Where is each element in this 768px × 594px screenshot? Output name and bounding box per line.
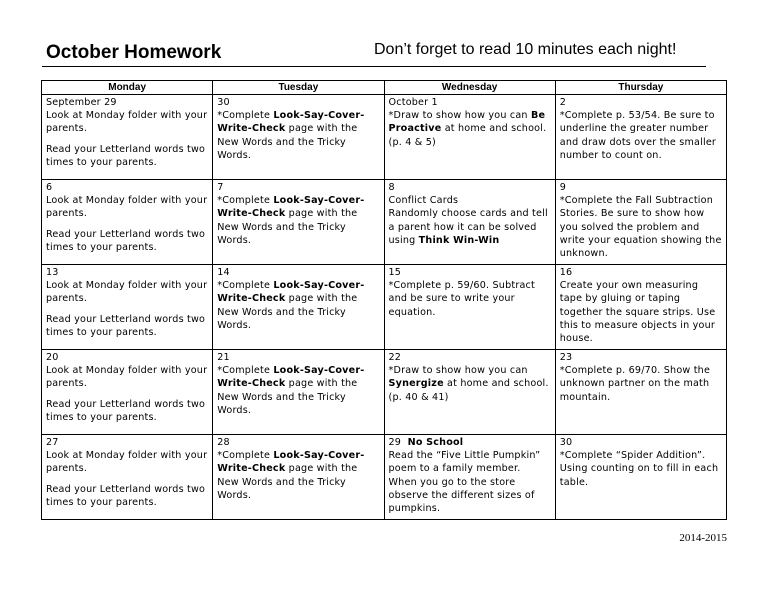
cell-text: Look at Monday folder with your parents. <box>46 110 208 135</box>
calendar-cell <box>555 265 726 350</box>
cell-date: 8 <box>388 182 395 193</box>
week-row <box>42 180 727 265</box>
calendar-cell <box>384 435 555 520</box>
calendar-cell <box>213 350 384 435</box>
cell-text: Read your Letterland words two times to your parents. <box>46 143 206 168</box>
calendar-cell <box>384 180 555 265</box>
no-school-badge: No School <box>407 437 464 448</box>
homework-calendar <box>41 80 727 520</box>
header-monday: Monday <box>42 81 213 95</box>
title-rule <box>42 66 706 67</box>
cell-text: Look at Monday folder with your parents. <box>46 450 208 475</box>
cell-text: Read your Letterland words two times to your parents. <box>46 483 206 508</box>
calendar-cell <box>42 350 213 435</box>
cell-text: *Complete Look-Say-Cover-Write-Check page with the New Words and the Tricky Words. <box>217 280 365 331</box>
cell-text: Read your Letterland words two times to your parents. <box>46 228 206 253</box>
cell-text: Read your Letterland words two times to your parents. <box>46 313 206 338</box>
calendar-cell <box>213 435 384 520</box>
cell-date: 23 <box>559 352 573 363</box>
calendar-cell <box>42 435 213 520</box>
calendar-cell <box>384 350 555 435</box>
cell-date: 2 <box>559 97 567 108</box>
cell-date: 30 <box>559 437 573 448</box>
cell-text: Conflict Cards <box>388 195 459 207</box>
calendar-cell <box>555 180 726 265</box>
page-title: October Homework <box>46 42 222 63</box>
week-row <box>42 265 727 350</box>
cell-date: October 1 <box>388 97 438 108</box>
cell-text: *Complete Look-Say-Cover-Write-Check page with the New Words and the Tricky Words. <box>217 365 365 416</box>
cell-text: *Draw to show how you can Synergize at home and school. (p. 40 & 41) <box>388 365 549 403</box>
school-year: 2014-2015 <box>679 532 727 544</box>
calendar-cell <box>555 350 726 435</box>
calendar-cell <box>42 95 213 180</box>
cell-text: *Complete “Spider Addition”. Using counting on to fill in each table. <box>559 450 719 488</box>
header-tuesday: Tuesday <box>213 81 384 95</box>
calendar-cell <box>555 95 726 180</box>
cell-date: 9 <box>559 182 567 193</box>
cell-text: Look at Monday folder with your parents. <box>46 365 208 390</box>
cell-text: Randomly choose cards and tell a parent how it can be solved using Think Win-Win <box>388 208 548 246</box>
cell-date: 13 <box>46 267 59 278</box>
day-header-row <box>42 81 727 95</box>
calendar-cell <box>555 435 726 520</box>
calendar-cell <box>213 180 384 265</box>
cell-date: 21 <box>217 352 230 363</box>
calendar-cell <box>42 180 213 265</box>
cell-date: 29 No School <box>388 437 464 448</box>
cell-text: Read your Letterland words two times to your parents. <box>46 398 206 423</box>
cell-date: 15 <box>388 267 402 278</box>
calendar-cell <box>384 265 555 350</box>
header-wednesday: Wednesday <box>384 81 555 95</box>
cell-text: Look at Monday folder with your parents. <box>46 195 208 220</box>
cell-date: 22 <box>388 352 402 363</box>
week-row <box>42 435 727 520</box>
cell-text: *Complete Look-Say-Cover-Write-Check page with the New Words and the Tricky Words. <box>217 450 365 501</box>
cell-date: 6 <box>46 182 53 193</box>
cell-text: *Complete Look-Say-Cover-Write-Check page with the New Words and the Tricky Words. <box>217 110 365 161</box>
calendar-cell <box>213 95 384 180</box>
cell-text: *Complete p. 53/54. Be sure to underline the greater number and draw dots over the smaller number to count on. <box>559 110 717 161</box>
week-row <box>42 95 727 180</box>
cell-date: 16 <box>559 267 573 278</box>
calendar-cell <box>384 95 555 180</box>
cell-date: September 29 <box>46 97 117 108</box>
cell-date: 14 <box>217 267 230 278</box>
cell-date: 28 <box>217 437 230 448</box>
week-row <box>42 350 727 435</box>
cell-text: *Complete p. 59/60. Subtract and be sure to write your equation. <box>388 280 535 318</box>
cell-text: *Complete the Fall Subtraction Stories. Be sure to show how you solved the problem and write your equation showing the unknown. <box>559 195 722 260</box>
cell-text: *Complete Look-Say-Cover-Write-Check page with the New Words and the Tricky Words. <box>217 195 365 246</box>
cell-text: *Complete p. 69/70. Show the unknown partner on the math mountain. <box>559 365 711 403</box>
cell-date: 7 <box>217 182 224 193</box>
calendar-cell <box>42 265 213 350</box>
calendar-cell <box>213 265 384 350</box>
reading-reminder: Don’t forget to read 10 minutes each night! <box>374 41 677 58</box>
cell-text: Create your own measuring tape by gluing or taping together the square strips. Use this to measure objects in your house. <box>559 280 716 345</box>
cell-date: 27 <box>46 437 59 448</box>
cell-text: *Draw to show how you can Be Proactive at home and school. (p. 4 & 5) <box>388 110 547 148</box>
header-thursday: Thursday <box>555 81 726 95</box>
cell-date: 20 <box>46 352 59 363</box>
cell-date: 30 <box>217 97 230 108</box>
cell-text: Read the “Five Little Pumpkin” poem to a family member. When you go to the store observe the different sizes of pumpkins. <box>388 450 541 515</box>
cell-text: Look at Monday folder with your parents. <box>46 280 208 305</box>
